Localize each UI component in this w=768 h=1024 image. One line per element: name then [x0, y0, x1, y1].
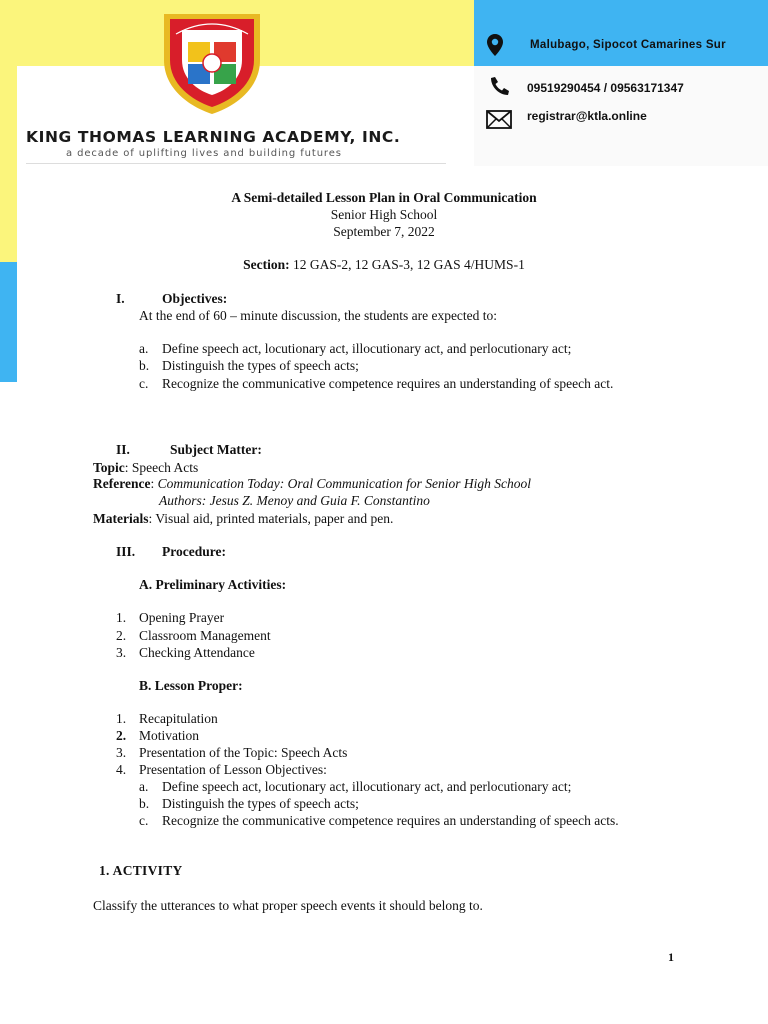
lesson-sub-item: Recognize the communicative competence requires an understanding of speech acts. — [162, 813, 619, 828]
lesson-item: Presentation of the Topic: Speech Acts — [139, 745, 348, 760]
section-line — [0, 256, 768, 273]
org-tagline: a decade of uplifting lives and building futures — [66, 148, 342, 159]
subject-matter-heading: Subject Matter: — [170, 442, 262, 457]
page-number: 1 — [668, 950, 674, 964]
section-value: 12 GAS-2, 12 GAS-3, 12 GAS 4/HUMS-1 — [289, 257, 525, 272]
preliminary-item: Opening Prayer — [139, 610, 225, 625]
left-blue-strip — [0, 262, 17, 382]
reference-separator: : — [150, 476, 158, 491]
preliminary-item: Classroom Management — [139, 628, 271, 643]
lesson-item: Presentation of Lesson Objectives: — [139, 762, 327, 777]
objectives-heading: Objectives: — [162, 291, 228, 306]
lesson-item: Recapitulation — [139, 711, 218, 726]
document-subtitle: Senior High School — [330, 207, 438, 222]
location-pin-icon — [486, 33, 504, 62]
lesson-item: Motivation — [139, 728, 199, 743]
procedure-number: III. — [116, 544, 136, 559]
section-label: Section: — [243, 257, 290, 272]
lesson-sub-item: Define speech act, locutionary act, illocutionary act, and perlocutionary act; — [162, 779, 572, 794]
subject-matter-number: II. — [116, 442, 130, 457]
phone-text: 09519290454 / 09563171347 — [527, 81, 684, 95]
lesson-mark: 2. — [116, 728, 127, 743]
topic-label: Topic — [93, 460, 125, 475]
materials-label: Materials — [93, 511, 149, 526]
academy-logo — [158, 8, 266, 116]
header-blue-band — [474, 0, 768, 66]
topic-line — [93, 459, 198, 476]
objectives-intro: At the end of 60 – minute discussion, the students are expected to: — [139, 308, 498, 323]
preliminary-item: Checking Attendance — [139, 645, 255, 660]
document-title: A Semi-detailed Lesson Plan in Oral Communication — [231, 190, 537, 205]
org-name: KING THOMAS LEARNING ACADEMY, INC. — [26, 128, 401, 146]
objective-item: Recognize the communicative competence requires an understanding of speech act. — [162, 376, 614, 391]
document-date: September 7, 2022 — [333, 224, 435, 239]
objective-mark: a. — [139, 341, 149, 356]
email-text: registrar@ktla.online — [527, 109, 647, 123]
reference-label: Reference — [93, 476, 151, 491]
reference-authors: Authors: Jesus Z. Menoy and Guia F. Constantino — [159, 493, 430, 508]
shield-logo-icon — [158, 8, 266, 116]
materials-line — [93, 510, 393, 527]
activity-heading: 1. ACTIVITY — [99, 863, 183, 878]
preliminary-mark: 2. — [116, 628, 127, 643]
procedure-heading: Procedure: — [162, 544, 226, 559]
lesson-mark: 3. — [116, 745, 127, 760]
lesson-sub-mark: a. — [139, 779, 149, 794]
preliminary-heading: A. Preliminary Activities: — [139, 577, 287, 592]
preliminary-mark: 1. — [116, 610, 127, 625]
email-icon — [486, 110, 512, 134]
materials-value: : Visual aid, printed materials, paper and pen. — [148, 511, 394, 526]
reference-value: Communication Today: Oral Communication for Senior High School — [157, 476, 531, 491]
lesson-sub-mark: c. — [139, 813, 149, 828]
objective-mark: b. — [139, 358, 150, 373]
lesson-mark: 4. — [116, 762, 127, 777]
lesson-sub-item: Distinguish the types of speech acts; — [162, 796, 359, 811]
reference-line — [93, 475, 531, 492]
objective-item: Distinguish the types of speech acts; — [162, 358, 359, 373]
objectives-number: I. — [116, 291, 125, 306]
phone-icon — [488, 76, 510, 101]
lesson-sub-mark: b. — [139, 796, 150, 811]
lesson-mark: 1. — [116, 711, 127, 726]
topic-value: : Speech Acts — [124, 460, 199, 475]
header-divider — [26, 163, 446, 164]
activity-instruction: Classify the utterances to what proper speech events it should belong to. — [93, 898, 483, 913]
objective-item: Define speech act, locutionary act, illocutionary act, and perlocutionary act; — [162, 341, 572, 356]
preliminary-mark: 3. — [116, 645, 127, 660]
lesson-proper-heading: B. Lesson Proper: — [139, 678, 243, 693]
objective-mark: c. — [139, 376, 149, 391]
address-text: Malubago, Sipocot Camarines Sur — [530, 39, 726, 51]
